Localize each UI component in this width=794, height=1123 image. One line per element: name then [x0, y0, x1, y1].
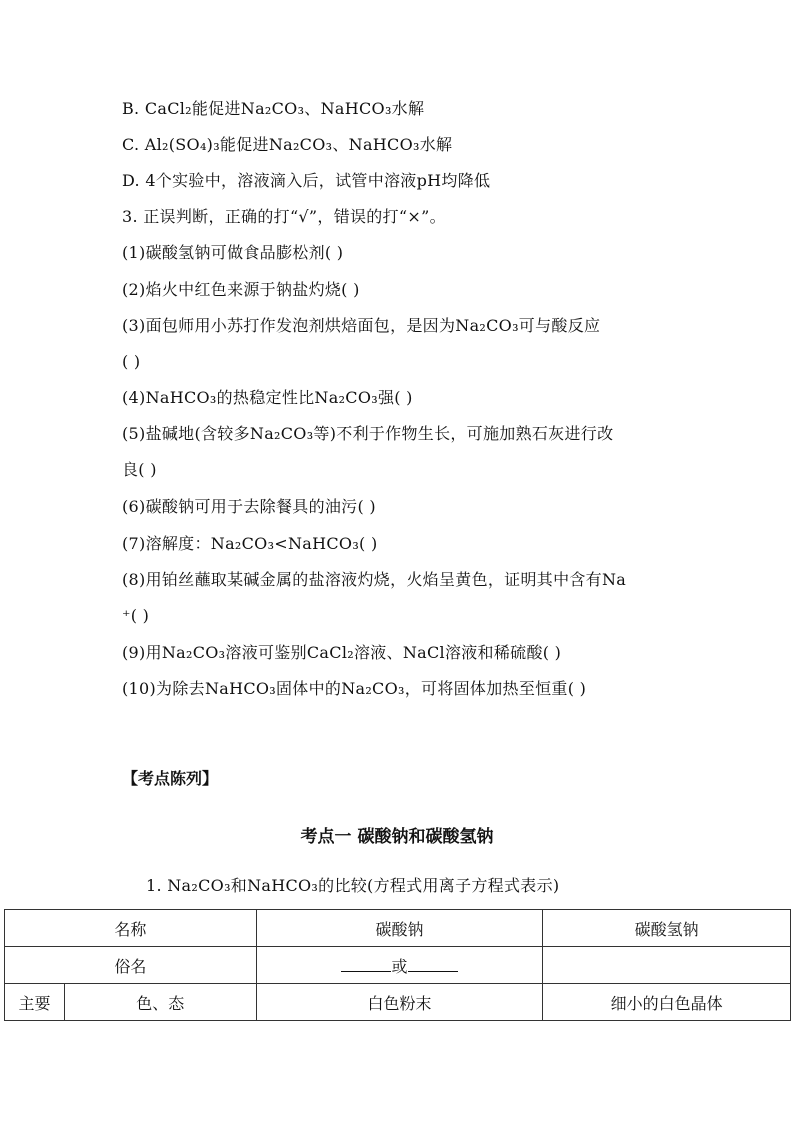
answer-blank: [408, 957, 458, 972]
section-heading: 【考点陈列】: [122, 769, 219, 788]
cell-nahco3-common-name: [543, 947, 791, 984]
topic-title: 考点一 碳酸钠和碳酸氢钠: [300, 827, 494, 847]
item-1: (1)碳酸氢钠可做食品膨松剂( ): [122, 243, 344, 262]
item-5-line-1: (5)盐碱地(含较多Na₂CO₃等)不利于作物生长，可施加熟石灰进行改: [122, 424, 614, 443]
item-3-line-1: (3)面包师用小苏打作发泡剂烘焙面包，是因为Na₂CO₃可与酸反应: [122, 316, 601, 335]
header-na2co3: 碳酸钠: [256, 910, 543, 947]
question-3: 3. 正误判断，正确的打“√”，错误的打“×”。: [122, 207, 446, 226]
item-4: (4)NaHCO₃的热稳定性比Na₂CO₃强( ): [122, 388, 413, 407]
option-c: C. Al₂(SO₄)₃能促进Na₂CO₃、NaHCO₃水解: [122, 135, 453, 154]
cell-nahco3-color-state: 细小的白色晶体: [543, 984, 791, 1021]
item-8-line-1: (8)用铂丝蘸取某碱金属的盐溶液灼烧，火焰呈黄色，证明其中含有Na: [122, 570, 627, 589]
option-d: D. 4个实验中，溶液滴入后，试管中溶液pH均降低: [122, 171, 491, 190]
table-row: [5, 947, 791, 984]
item-10: (10)为除去NaHCO₃固体中的Na₂CO₃，可将固体加热至恒重( ): [122, 679, 587, 698]
cell-na2co3-color-state: 白色粉末: [256, 984, 543, 1021]
or-text: 或: [391, 956, 408, 976]
row-label-common-name: 俗名: [5, 947, 257, 984]
answer-blank: [341, 957, 391, 972]
item-7: (7)溶解度：Na₂CO₃<NaHCO₃( ): [122, 534, 378, 553]
table-caption: 1. Na₂CO₃和NaHCO₃的比较(方程式用离子方程式表示): [146, 876, 560, 895]
header-name: 名称: [5, 910, 257, 947]
option-b: B. CaCl₂能促进Na₂CO₃、NaHCO₃水解: [122, 99, 425, 118]
table-header-row: [5, 910, 791, 947]
item-9: (9)用Na₂CO₃溶液可鉴别CaCl₂溶液、NaCl溶液和稀硫酸( ): [122, 643, 562, 662]
item-3-line-2: ( ): [122, 352, 141, 371]
row-group-label: 主要: [5, 984, 65, 1021]
item-2: (2)焰火中红色来源于钠盐灼烧( ): [122, 280, 360, 299]
header-nahco3: 碳酸氢钠: [543, 910, 791, 947]
item-6: (6)碳酸钠可用于去除餐具的油污( ): [122, 497, 376, 516]
item-5-line-2: 良( ): [122, 460, 157, 479]
comparison-table: [4, 909, 791, 1021]
cell-na2co3-common-name: [256, 947, 543, 984]
item-8-line-2: ⁺( ): [122, 606, 150, 625]
row-label-color-state: 色、态: [64, 984, 256, 1021]
table-row: [5, 984, 791, 1021]
